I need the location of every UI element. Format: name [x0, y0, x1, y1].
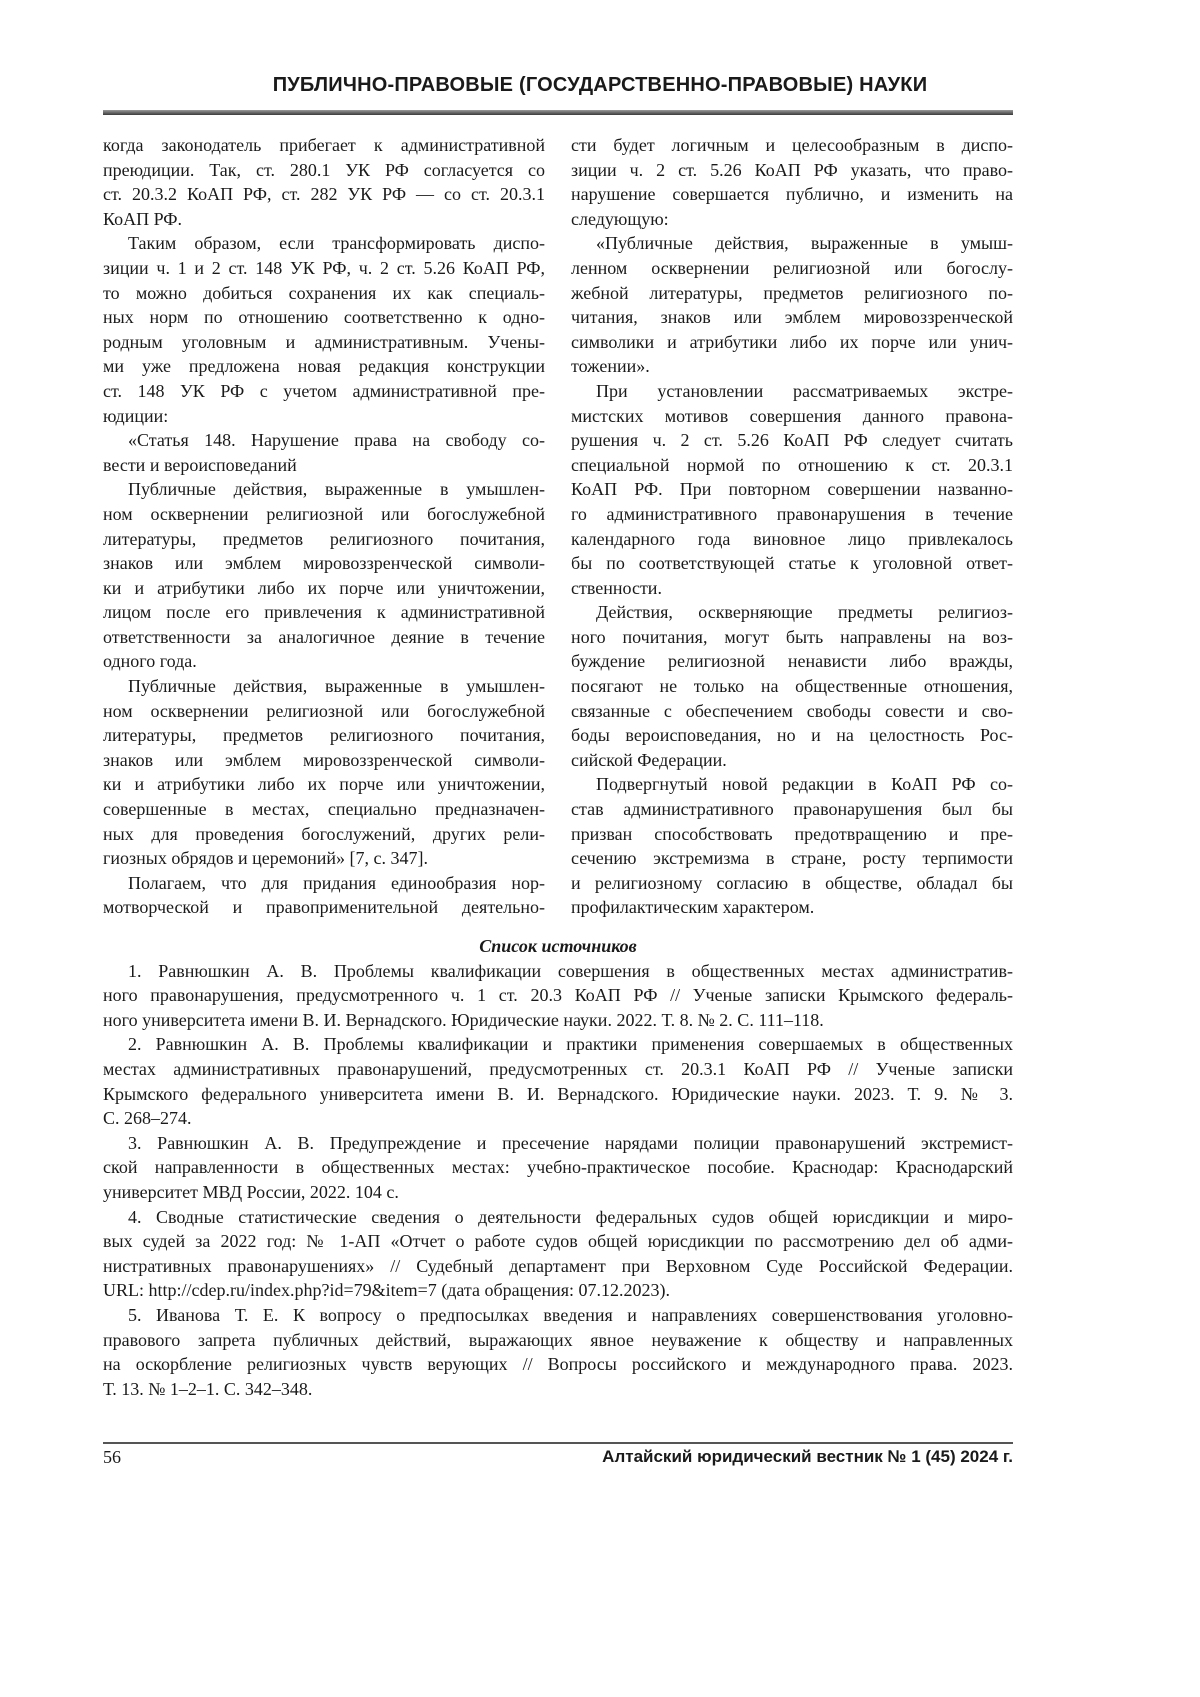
text-line: Т. 13. № 1–2–1. С. 342–348.: [103, 1377, 1013, 1402]
text-line: ки и атрибутики либо их порче или уничтожении,: [103, 576, 545, 601]
reference-item: [103, 1303, 1013, 1401]
text-line: Действия, оскверняющие предметы религиоз-: [571, 600, 1013, 625]
text-line: зиции ч. 1 и 2 ст. 148 УК РФ, ч. 2 ст. 5.26 КоАП РФ,: [103, 256, 545, 281]
text-line: КоАП РФ. При повторном совершении названно-: [571, 477, 1013, 502]
left-column: [103, 133, 545, 920]
text-line: URL: http://cdep.ru/index.php?id=79&item=7 (дата обращения: 07.12.2023).: [103, 1278, 1013, 1303]
text-line: вести и вероисповеданий: [103, 453, 545, 478]
text-line: знаков или эмблем мировоззренческой символи-: [103, 551, 545, 576]
text-line: зиции ч. 2 ст. 5.26 КоАП РФ указать, что право-: [571, 158, 1013, 183]
text-line: юдиции:: [103, 404, 545, 429]
text-line: ных норм по отношению соответственно к одно-: [103, 305, 545, 330]
paragraph: [103, 477, 545, 674]
section-title: ПУБЛИЧНО-ПРАВОВЫЕ (ГОСУДАРСТВЕННО-ПРАВОВЫЕ) НАУКИ: [0, 74, 1200, 97]
text-line: гиозных обрядов и церемоний» [7, с. 347].: [103, 846, 545, 871]
text-line: бы по соответствующей статье к уголовной ответ-: [571, 551, 1013, 576]
references-section: [103, 934, 1013, 1401]
paragraph: [103, 428, 545, 477]
paragraph: [571, 379, 1013, 600]
text-line: жебной литературы, предметов религиозного по-: [571, 281, 1013, 306]
text-line: сти будет логичным и целесообразным в диспо-: [571, 133, 1013, 158]
text-line: ных для проведения богослужений, других рели-: [103, 822, 545, 847]
text-line: став административного правонарушения был бы: [571, 797, 1013, 822]
text-line: «Публичные действия, выраженные в умыш-: [571, 231, 1013, 256]
references-list: [103, 959, 1013, 1402]
text-line: местах административных правонарушений, предусмотренных ст. 20.3.1 КоАП РФ // Ученые записки: [103, 1057, 1013, 1082]
text-line: ном осквернении религиозной или богослужебной: [103, 699, 545, 724]
reference-item: [103, 959, 1013, 1033]
text-line: следующую:: [571, 207, 1013, 232]
text-line: тожении».: [571, 354, 1013, 379]
right-column: [571, 133, 1013, 920]
text-line: календарного года виновное лицо привлекалось: [571, 527, 1013, 552]
paragraph: [103, 231, 545, 428]
text-line: когда законодатель прибегает к административной: [103, 133, 545, 158]
text-line: Подвергнутый новой редакции в КоАП РФ со-: [571, 772, 1013, 797]
text-line: читания, знаков или эмблем мировоззренческой: [571, 305, 1013, 330]
text-line: сечению экстремизма в стране, росту терпимости: [571, 846, 1013, 871]
text-line: нарушение совершается публично, и изменить на: [571, 182, 1013, 207]
text-line: 1. Равнюшкин А. В. Проблемы квалификации совершения в общественных местах административ-: [103, 959, 1013, 984]
text-line: ного правонарушения, предусмотренного ч. 1 ст. 20.3 КоАП РФ // Ученые записки Крымского федераль-: [103, 983, 1013, 1008]
text-line: ном осквернении религиозной или богослужебной: [103, 502, 545, 527]
text-line: КоАП РФ.: [103, 207, 545, 232]
text-line: родным уголовным и административным. Учены-: [103, 330, 545, 355]
text-line: профилактическим характером.: [571, 895, 1013, 920]
text-line: С. 268–274.: [103, 1106, 1013, 1131]
footer-divider: [103, 1442, 1013, 1444]
text-line: литературы, предметов религиозного почитания,: [103, 723, 545, 748]
header-divider: [103, 110, 1013, 115]
text-line: ской направленности в общественных местах: учебно-практическое пособие. Краснодар: Краснодарский: [103, 1155, 1013, 1180]
text-line: нистративных правонарушениях» // Судебный департамент при Верховном Суде Российской Федерации.: [103, 1254, 1013, 1279]
text-line: ного университета имени В. И. Вернадского. Юридические науки. 2022. Т. 8. № 2. С. 111–118.: [103, 1008, 1013, 1033]
text-line: При установлении рассматриваемых экстре-: [571, 379, 1013, 404]
text-line: 4. Сводные статистические сведения о деятельности федеральных судов общей юрисдикции и миро-: [103, 1205, 1013, 1230]
text-line: го административного правонарушения в течение: [571, 502, 1013, 527]
text-line: лицом после его привлечения к административной: [103, 600, 545, 625]
paragraph: [103, 871, 545, 920]
text-line: ст. 20.3.2 КоАП РФ, ст. 282 УК РФ — со ст. 20.3.1: [103, 182, 545, 207]
text-line: ственности.: [571, 576, 1013, 601]
text-line: ответственности за аналогичное деяние в течение: [103, 625, 545, 650]
text-line: Таким образом, если трансформировать диспо-: [103, 231, 545, 256]
text-line: литературы, предметов религиозного почитания,: [103, 527, 545, 552]
text-line: связанные с обеспечением свободы совести и сво-: [571, 699, 1013, 724]
text-line: 5. Иванова Т. Е. К вопросу о предпосылках введения и направлениях совершенствования уголовно-: [103, 1303, 1013, 1328]
text-line: посягают не только на общественные отношения,: [571, 674, 1013, 699]
text-line: рушения ч. 2 ст. 5.26 КоАП РФ следует считать: [571, 428, 1013, 453]
text-line: призван способствовать предотвращению и пре-: [571, 822, 1013, 847]
text-line: одного года.: [103, 649, 545, 674]
text-line: символики и атрибутики либо их порче или унич-: [571, 330, 1013, 355]
paragraph: [571, 133, 1013, 231]
page-number: 56: [103, 1447, 121, 1468]
text-line: и религиозному согласию в обществе, обладал бы: [571, 871, 1013, 896]
text-line: вых судей за 2022 год: № 1-АП «Отчет о работе судов общей юрисдикции по рассмотрению дел об адми-: [103, 1229, 1013, 1254]
text-line: ст. 148 УК РФ с учетом административной пре-: [103, 379, 545, 404]
references-heading: Список источников: [103, 934, 1013, 959]
text-line: то можно добиться сохранения их как специаль-: [103, 281, 545, 306]
text-line: ленном осквернении религиозной или богослу-: [571, 256, 1013, 281]
paragraph: [571, 231, 1013, 379]
reference-item: [103, 1032, 1013, 1130]
text-line: боды вероисповедания, но и на целостность Рос-: [571, 723, 1013, 748]
journal-name: Алтайский юридический вестник № 1 (45) 2024 г.: [602, 1447, 1013, 1467]
text-line: совершенные в местах, специально предназначен-: [103, 797, 545, 822]
text-line: на оскорбление религиозных чувств верующих // Вопросы российского и международного права. 2023.: [103, 1352, 1013, 1377]
text-line: 2. Равнюшкин А. В. Проблемы квалификации и практики применения совершаемых в общественных: [103, 1032, 1013, 1057]
paragraph: [103, 674, 545, 871]
text-line: Публичные действия, выраженные в умышлен-: [103, 477, 545, 502]
paragraph: [571, 772, 1013, 920]
text-line: сийской Федерации.: [571, 748, 1013, 773]
text-line: ного почитания, могут быть направлены на воз-: [571, 625, 1013, 650]
text-line: ми уже предложена новая редакция конструкции: [103, 354, 545, 379]
text-line: буждение религиозной ненависти либо вражды,: [571, 649, 1013, 674]
text-line: мистских мотивов совершения данного правона-: [571, 404, 1013, 429]
text-line: правового запрета публичных действий, выражающих явное неуважение к обществу и направленных: [103, 1328, 1013, 1353]
paragraph: [103, 133, 545, 231]
text-line: Публичные действия, выраженные в умышлен-: [103, 674, 545, 699]
text-line: 3. Равнюшкин А. В. Предупреждение и пресечение нарядами полиции правонарушений экстремист-: [103, 1131, 1013, 1156]
text-line: «Статья 148. Нарушение права на свободу со-: [103, 428, 545, 453]
reference-item: [103, 1205, 1013, 1303]
text-line: Крымского федерального университета имени В. И. Вернадского. Юридические науки. 2023. Т. 9. № 3.: [103, 1082, 1013, 1107]
reference-item: [103, 1131, 1013, 1205]
text-line: университет МВД России, 2022. 104 с.: [103, 1180, 1013, 1205]
text-line: специальной нормой по отношению к ст. 20.3.1: [571, 453, 1013, 478]
text-line: Полагаем, что для придания единообразия нор-: [103, 871, 545, 896]
text-line: знаков или эмблем мировоззренческой символи-: [103, 748, 545, 773]
text-line: преюдиции. Так, ст. 280.1 УК РФ согласуется со: [103, 158, 545, 183]
paragraph: [571, 600, 1013, 772]
text-line: ки и атрибутики либо их порче или уничтожении,: [103, 772, 545, 797]
text-line: мотворческой и правоприменительной деятельно-: [103, 895, 545, 920]
